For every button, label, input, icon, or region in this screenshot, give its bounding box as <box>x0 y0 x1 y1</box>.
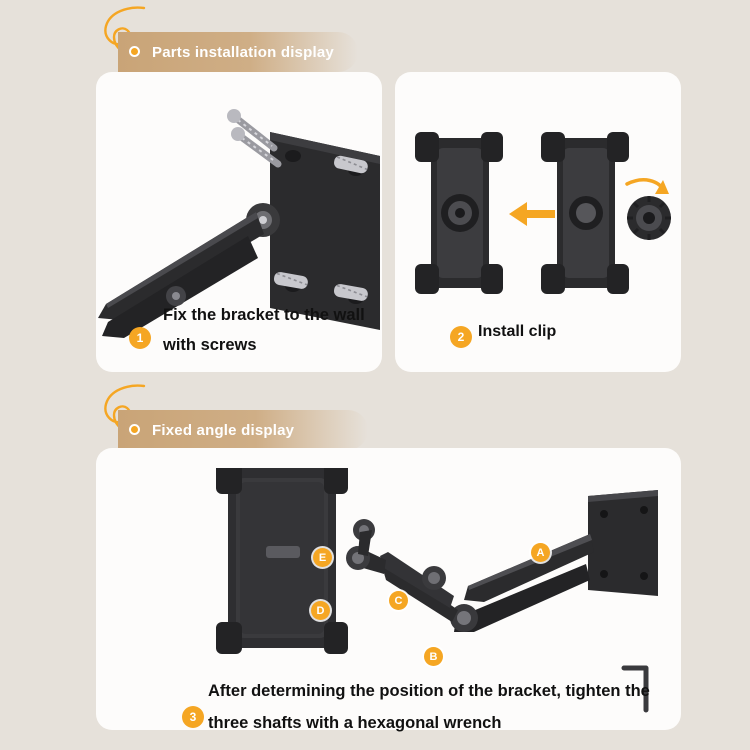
section-banner-label: Fixed angle display <box>152 421 295 439</box>
assembly-marker-e <box>313 548 332 567</box>
assembly-marker-d <box>311 601 330 620</box>
banner-bullet-icon <box>129 46 140 57</box>
step-2-number-badge <box>450 326 472 348</box>
marker-label: A <box>536 546 545 559</box>
step-number: 3 <box>189 710 197 724</box>
step-1-number-badge <box>129 327 151 349</box>
banner-bullet-icon <box>129 424 140 435</box>
assembly-marker-c <box>389 591 408 610</box>
section-banner-parts-installation <box>118 32 358 72</box>
assembly-marker-a <box>531 543 550 562</box>
marker-label: C <box>394 594 403 607</box>
step-number: 2 <box>457 330 465 344</box>
section-banner-fixed-angle <box>118 410 368 450</box>
step-3-caption: After determining the position of the bracket, tighten the three shafts with a hexagonal wrench <box>208 682 650 732</box>
marker-label: D <box>316 604 325 617</box>
marker-label: B <box>429 650 438 663</box>
assembly-arrow-icon <box>509 202 555 226</box>
step-3-number-badge <box>182 706 204 728</box>
step-2-caption: Install clip <box>478 323 557 340</box>
full-bracket-assembly-illustration <box>206 468 686 688</box>
marker-label: E <box>318 551 327 564</box>
clip-installation-illustration <box>405 122 675 322</box>
assembly-marker-b <box>424 647 443 666</box>
step-1-caption: Fix the bracket to the wall with screws <box>163 306 365 354</box>
section-banner-label: Parts installation display <box>152 43 334 61</box>
step-number: 1 <box>136 331 144 345</box>
